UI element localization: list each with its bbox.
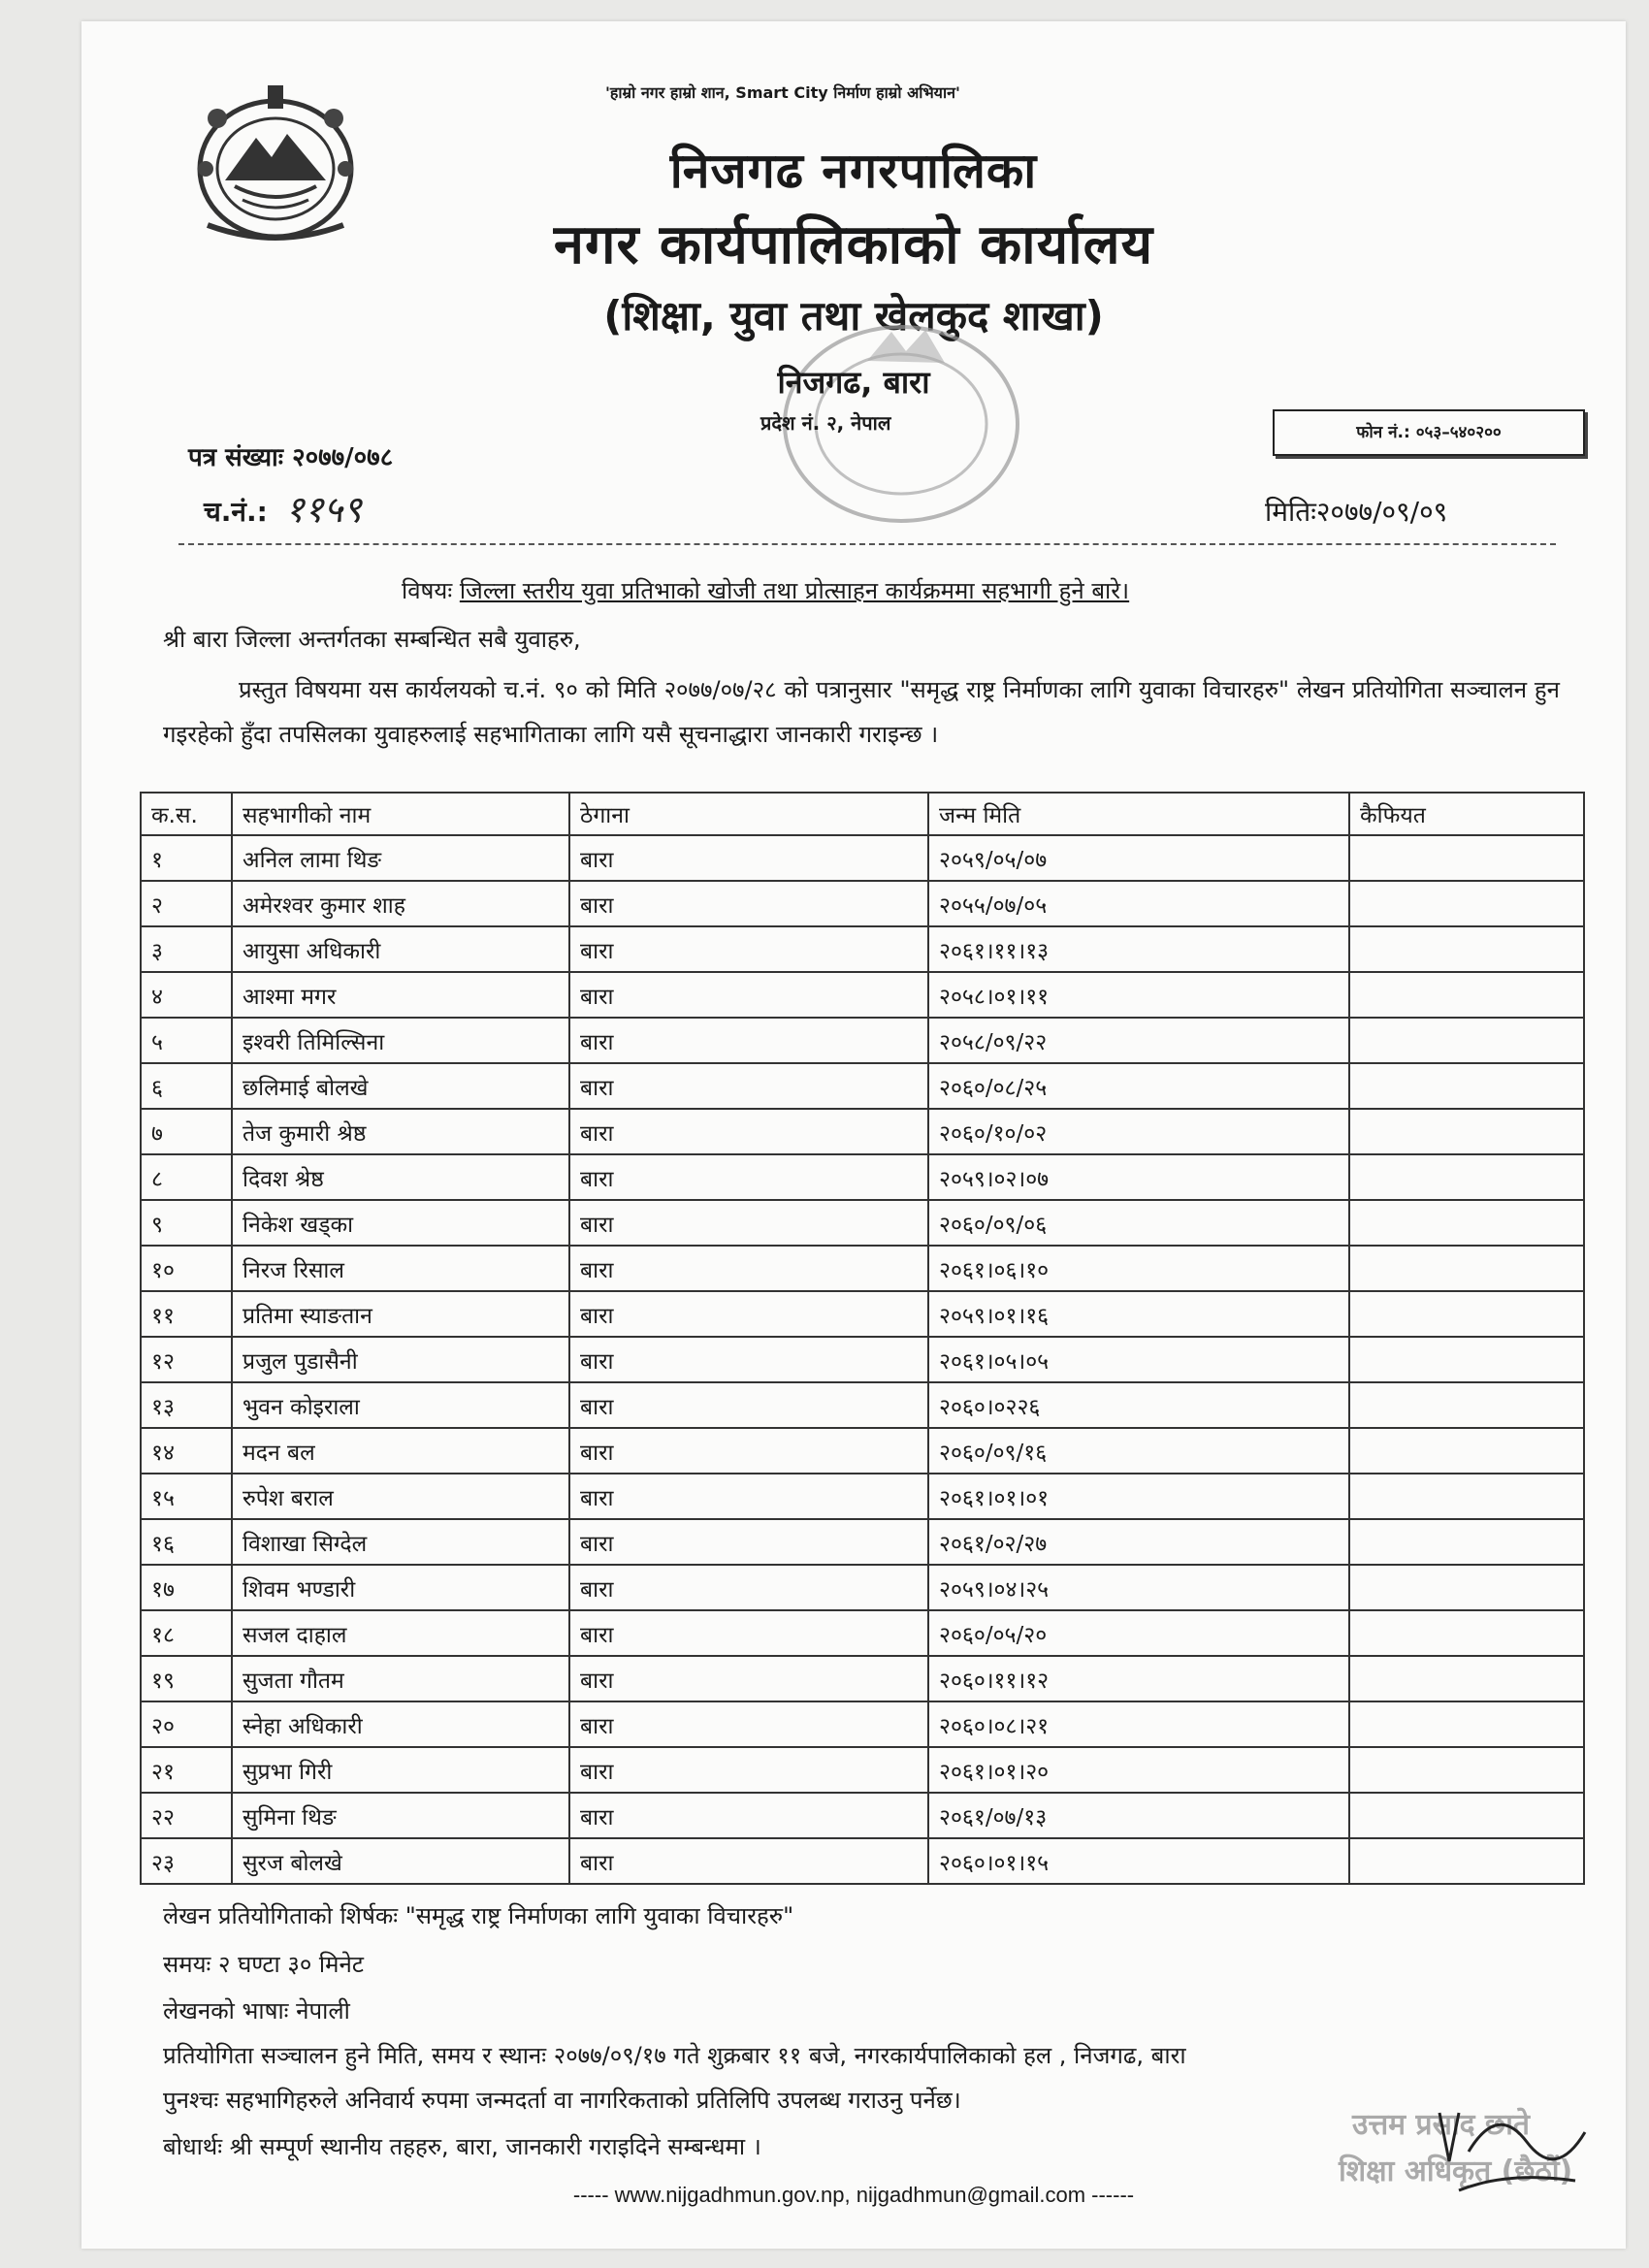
branch-name: (शिक्षा, युवा तथा खेलकुद शाखा) [603,292,1104,340]
row-name: प्रतिमा स्याङतान [232,1291,569,1337]
row-address: बारा [569,1610,928,1656]
row-name: आश्मा मगर [232,972,569,1018]
row-serial: १३ [141,1382,232,1428]
table-row [141,1701,1584,1747]
row-remarks [1349,1428,1584,1474]
cc-line: बोधार्थः श्री सम्पूर्ण स्थानीय तहहरु, बारा, जानकारी गराइदिने सम्बन्धमा । [163,2133,761,2160]
row-remarks [1349,926,1584,972]
row-dob: २०६१/०२/२७ [928,1519,1349,1565]
row-dob: २०६०/०९/१६ [928,1428,1349,1474]
table-row [141,1154,1584,1200]
row-remarks [1349,1291,1584,1337]
competition-schedule: प्रतियोगिता सञ्चालन हुने मिति, समय र स्थानः २०७७/०९/१७ गते शुक्रबार ११ बजे, नगरकार्यपालिकाको हल , निजगढ, बारा [163,2042,1186,2069]
row-dob: २०६०/०५/२० [928,1610,1349,1656]
row-serial: १८ [141,1610,232,1656]
row-serial: २० [141,1701,232,1747]
row-remarks [1349,1246,1584,1291]
row-serial: ११ [141,1291,232,1337]
table-row [141,1109,1584,1154]
office-name: नगर कार्यपालिकाको कार्यालय [553,213,1154,276]
row-address: बारा [569,1428,928,1474]
row-dob: २०६१।०५।०५ [928,1337,1349,1382]
row-name: भुवन कोइराला [232,1382,569,1428]
row-dob: २०५९।०२।०७ [928,1154,1349,1200]
slogan: 'हाम्रो नगर हाम्रो शान, Smart City निर्माण हाम्रो अभियान' [605,83,960,102]
row-name: शिवम भण्डारी [232,1565,569,1610]
postscript-note: पुनश्चः सहभागिहरुले अनिवार्य रुपमा जन्मदर्ता वा नागरिकताको प्रतिलिपि उपलब्ध गराउनु पर्नेछ। [163,2087,961,2114]
row-serial: १९ [141,1656,232,1701]
row-address: बारा [569,1382,928,1428]
row-address: बारा [569,835,928,881]
row-dob: २०५९।०४।२५ [928,1565,1349,1610]
table-header-row [141,793,1584,835]
row-serial: २ [141,881,232,926]
row-remarks [1349,1154,1584,1200]
province: प्रदेश नं. २, नेपाल [760,411,891,435]
row-remarks [1349,1519,1584,1565]
row-remarks [1349,1656,1584,1701]
row-dob: २०६१।०६।१० [928,1246,1349,1291]
table-row [141,972,1584,1018]
table-row [141,1610,1584,1656]
table-row [141,1246,1584,1291]
row-address: बारा [569,1747,928,1793]
row-address: बारा [569,881,928,926]
table-row [141,1291,1584,1337]
row-dob: २०६०।११।१२ [928,1656,1349,1701]
row-name: सुजता गौतम [232,1656,569,1701]
row-remarks [1349,1565,1584,1610]
row-dob: २०५९/०५/०७ [928,835,1349,881]
row-remarks [1349,1382,1584,1428]
table-row [141,1474,1584,1519]
row-address: बारा [569,1701,928,1747]
subject-text: जिल्ला स्तरीय युवा प्रतिभाको खोजी तथा प्रोत्साहन कार्यक्रममा सहभागी हुने बारे। [459,577,1130,604]
row-name: दिवश श्रेष्ठ [232,1154,569,1200]
row-dob: २०६१।११।१३ [928,926,1349,972]
letter-date: मितिः२०७७/०९/०९ [1265,496,1448,528]
col-dob: जन्म मिति [928,793,1349,835]
row-serial: १७ [141,1565,232,1610]
row-remarks [1349,1610,1584,1656]
row-dob: २०६०।०१।१५ [928,1838,1349,1884]
row-serial: १२ [141,1337,232,1382]
row-address: बारा [569,1200,928,1246]
subject-line [402,574,1129,606]
participant-table [140,792,1585,1885]
signatory-name: उत्तम प्रसाद छाते [1352,2108,1530,2142]
row-address: बारा [569,1154,928,1200]
phone-box: फोन नं.: ०५३–५४०२०० [1273,409,1585,456]
dispatch-number-handwritten: ११५९ [285,488,363,531]
row-dob: २०६०/०८/२५ [928,1063,1349,1109]
table-row [141,926,1584,972]
row-name: अमेरश्वर कुमार शाह [232,881,569,926]
row-name: रुपेश बराल [232,1474,569,1519]
table-row [141,1200,1584,1246]
row-dob: २०६१।०१।२० [928,1747,1349,1793]
competition-title: लेखन प्रतियोगिताको शिर्षकः "समृद्ध राष्ट्र निर्माणका लागि युवाका विचारहरु" [163,1902,794,1929]
row-name: सुप्रभा गिरी [232,1747,569,1793]
row-remarks [1349,972,1584,1018]
table-row [141,1519,1584,1565]
row-address: बारा [569,1474,928,1519]
row-serial: ३ [141,926,232,972]
row-name: इश्वरी तिमिल्सिना [232,1018,569,1063]
subject-label: विषयः [402,577,453,604]
row-remarks [1349,1109,1584,1154]
row-serial: २२ [141,1793,232,1838]
row-serial: ७ [141,1109,232,1154]
col-serial: क.स. [141,793,232,835]
row-name: निकेश खड्का [232,1200,569,1246]
row-dob: २०६०।०२२६ [928,1382,1349,1428]
row-serial: १६ [141,1519,232,1565]
divider [178,543,1556,545]
row-serial: ८ [141,1154,232,1200]
table-row [141,1747,1584,1793]
row-address: बारा [569,926,928,972]
table-row [141,1337,1584,1382]
row-name: सुरज बोलखे [232,1838,569,1884]
table-row [141,1838,1584,1884]
row-address: बारा [569,972,928,1018]
table-body [141,835,1584,1884]
row-remarks [1349,1337,1584,1382]
body-text: प्रस्तुत विषयमा यस कार्यलयको च.नं. ९० को मिति २०७७/०७/२८ को पत्रानुसार "समृद्ध राष्ट्र निर्माणका लागि युवाका विचारहरु" लेखन प्रतियोगिता सञ्चालन हुन गइरहेको हुँदा तपसिलका युवाहरुलाई सहभागिताका लागि यसै सूचनाद्धारा जानकारी गराइन्छ । [163,676,1560,748]
row-remarks [1349,1018,1584,1063]
row-serial: ४ [141,972,232,1018]
row-address: बारा [569,1246,928,1291]
row-address: बारा [569,1063,928,1109]
table-row [141,1018,1584,1063]
table-row [141,1428,1584,1474]
row-dob: २०६०/१०/०२ [928,1109,1349,1154]
row-dob: २०६१/०७/१३ [928,1793,1349,1838]
row-name: छलिमाई बोलखे [232,1063,569,1109]
row-dob: २०५८।०१।११ [928,972,1349,1018]
row-remarks [1349,1063,1584,1109]
row-serial: ५ [141,1018,232,1063]
row-serial: ६ [141,1063,232,1109]
dispatch-label: च.नं.: [204,496,268,528]
row-serial: १५ [141,1474,232,1519]
row-address: बारा [569,1337,928,1382]
row-dob: २०५५/०७/०५ [928,881,1349,926]
col-address: ठेगाना [569,793,928,835]
row-name: अनिल लामा थिङ [232,835,569,881]
row-remarks [1349,1200,1584,1246]
competition-time: समयः २ घण्टा ३० मिनेट [163,1951,364,1978]
row-remarks [1349,1747,1584,1793]
row-serial: १० [141,1246,232,1291]
municipality-name: निजगढ नगरपालिका [669,143,1038,199]
row-serial: २३ [141,1838,232,1884]
row-name: स्नेहा अधिकारी [232,1701,569,1747]
row-dob: २०६०।०८।२१ [928,1701,1349,1747]
table-row [141,1656,1584,1701]
competition-language: लेखनको भाषाः नेपाली [163,1997,350,2025]
row-dob: २०५८/०९/२२ [928,1018,1349,1063]
row-serial: १४ [141,1428,232,1474]
salutation: श्री बारा जिल्ला अन्तर्गतका सम्बन्धित सबै युवाहरु, [163,626,581,653]
col-name: सहभागीको नाम [232,793,569,835]
row-name: निरज रिसाल [232,1246,569,1291]
row-serial: १ [141,835,232,881]
row-name: प्रजुल पुडासैनी [232,1337,569,1382]
row-dob: २०६०/०९/०६ [928,1200,1349,1246]
col-remarks: कैफियत [1349,793,1584,835]
row-dob: २०५९।०१।१६ [928,1291,1349,1337]
row-remarks [1349,881,1584,926]
table-row [141,1063,1584,1109]
row-serial: ९ [141,1200,232,1246]
row-address: बारा [569,1291,928,1337]
row-address: बारा [569,1109,928,1154]
row-address: बारा [569,1793,928,1838]
row-remarks [1349,1701,1584,1747]
body-paragraph [163,667,1560,757]
signatory-title: शिक्षा अधिकृत (छैठौं) [1339,2155,1573,2188]
row-name: सुमिना थिङ [232,1793,569,1838]
reference-number: पत्र संख्याः २०७७/०७८ [188,443,394,472]
location: निजगढ, बारा [777,364,930,401]
website-email: ----- www.nijgadhmun.gov.np, nijgadhmun@gmail.com ------ [572,2183,1135,2207]
row-address: बारा [569,1656,928,1701]
row-address: बारा [569,1018,928,1063]
table-row [141,1565,1584,1610]
row-name: मदन बल [232,1428,569,1474]
row-name: आयुसा अधिकारी [232,926,569,972]
row-name: सजल दाहाल [232,1610,569,1656]
table-row [141,1382,1584,1428]
row-name: तेज कुमारी श्रेष्ठ [232,1109,569,1154]
row-address: बारा [569,1519,928,1565]
row-dob: २०६१।०१।०१ [928,1474,1349,1519]
row-remarks [1349,835,1584,881]
row-name: विशाखा सिग्देल [232,1519,569,1565]
row-remarks [1349,1838,1584,1884]
row-address: बारा [569,1565,928,1610]
table-row [141,835,1584,881]
table-row [141,1793,1584,1838]
row-address: बारा [569,1838,928,1884]
table-row [141,881,1584,926]
row-remarks [1349,1474,1584,1519]
row-serial: २१ [141,1747,232,1793]
row-remarks [1349,1793,1584,1838]
letter-sheet [81,21,1626,2249]
